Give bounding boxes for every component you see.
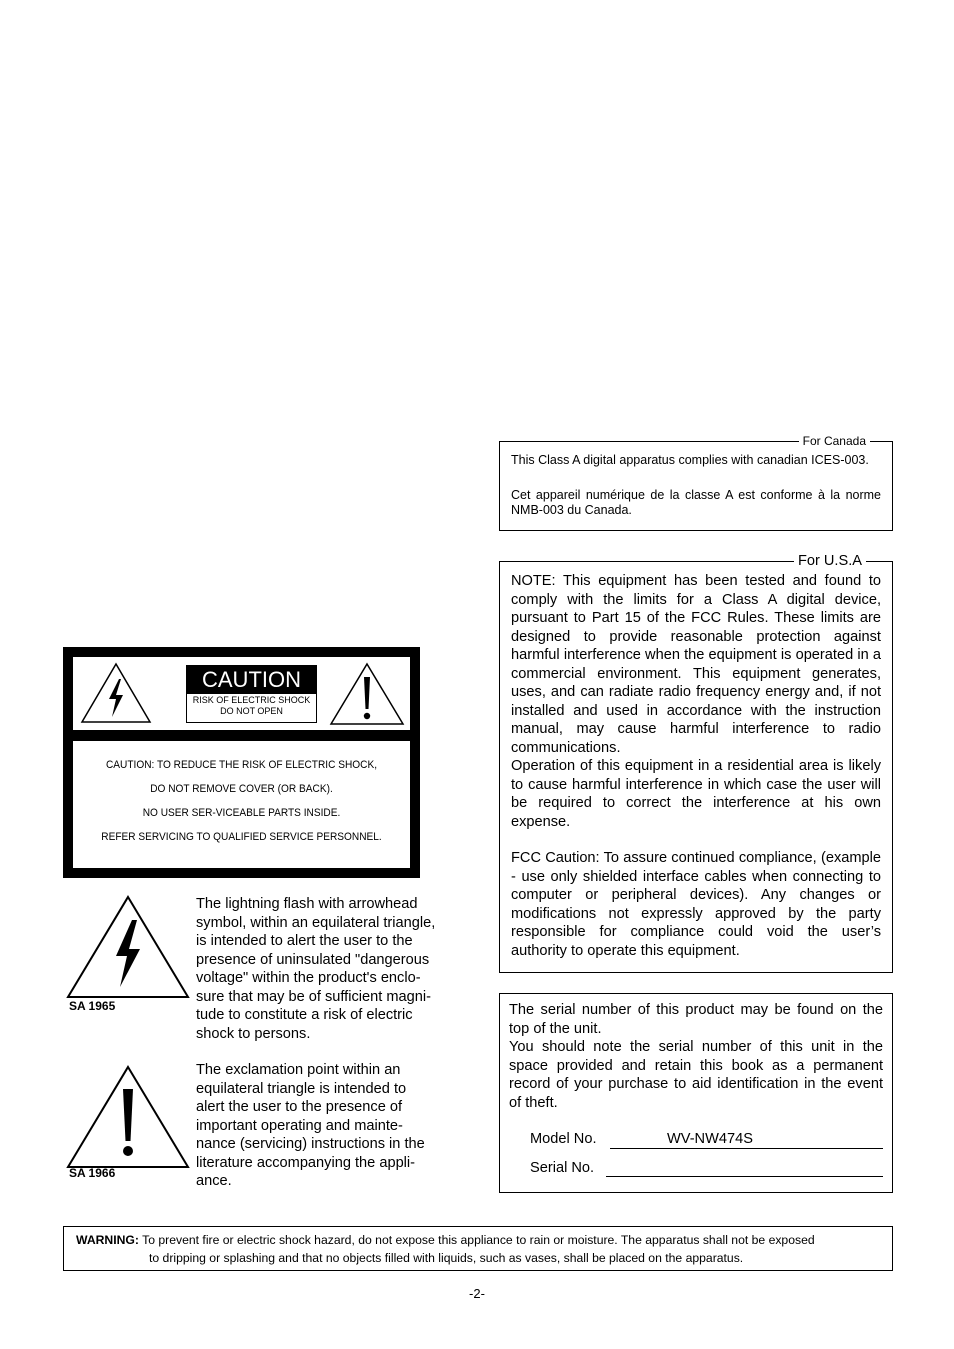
model-number-field[interactable] [610,1130,883,1149]
lightning-symbol-icon [66,895,190,999]
usa-fcc-caution-paragraph: FCC Caution: To assure continued compliance, (example - use only shielded interface cables when connecting to computer or peripheral devices). Any changes or modifications not expressly approved by the party responsible for compliance could void the user’s authority to operate this equipment. [511,850,881,959]
exclamation-desc-line: ance. [196,1173,232,1189]
usa-note-paragraph: NOTE: This equipment has been tested and found to comply with the limits for a Class A digital device, pursuant to Part 15 of the FCC Rules. These limits are designed to provide reasonable protection against harmful interference when the equipment is operated in a commercial environment. This equipment generates, uses, and can radiate radio frequency energy and, if not installed and used in accordance with the instruction manual, may cause harmful interference to radio communications. [511,573,881,756]
usa-fcc-box [499,553,893,973]
page-number: -2- [469,1286,485,1301]
exclamation-desc-line: important operating and mainte- [196,1117,403,1134]
caution-label [63,647,420,878]
warning-box [63,1226,893,1271]
exclamation-desc-line: The exclamation point within an [196,1062,401,1078]
lightning-warning-icon [79,661,153,725]
exclamation-symbol-icon [66,1065,190,1169]
caution-line-1: CAUTION: TO REDUCE THE RISK OF ELECTRIC SHOCK, [105,759,378,771]
model-number-value: WV-NW474S [667,1131,753,1147]
exclamation-desc-line: nance (servicing) instructions in the [196,1136,425,1152]
caution-subtitle-1: RISK OF ELECTRIC SHOCK [192,695,311,705]
usa-legend: For U.S.A [794,553,866,570]
serial-number-label: Serial No. [530,1160,595,1176]
lightning-desc-line: shock to persons. [196,1025,311,1042]
serial-record-paragraph: You should note the serial number of this unit in the space provided and retain this book as a permanent record of your purchase to aid identification in the event of theft. [509,1039,883,1111]
warning-text-1: To prevent fire or electric shock hazard, do not expose this appliance to rain or moisture. The apparatus shall not be exposed [142,1233,815,1247]
canada-compliance-box [499,434,893,531]
caution-line-3: NO USER SER-VICEABLE PARTS INSIDE. [142,807,341,819]
caution-line-4: REFER SERVICING TO QUALIFIED SERVICE PERSONNEL. [101,831,382,843]
sa-1966-label: SA 1966 [69,1166,116,1180]
exclamation-desc-line: equilateral triangle is intended to [196,1080,407,1097]
lightning-desc-line: symbol, within an equilateral triangle, [196,914,436,931]
usa-operation-paragraph: Operation of this equipment in a residential area is likely to cause harmful interference in which case the user will be required to correct the interference at his own expense. [511,758,881,830]
exclamation-desc-line: literature accompanying the appli- [196,1154,416,1171]
caution-subtitle-2: DO NOT OPEN [220,706,283,716]
exclamation-desc-line: alert the user to the presence of [196,1099,403,1115]
lightning-desc-line: voltage" within the product's enclo- [196,970,421,986]
caution-title: CAUTION [187,666,316,694]
sa-1965-label: SA 1965 [69,999,116,1013]
caution-line-2: DO NOT REMOVE COVER (OR BACK). [150,783,333,795]
serial-location-paragraph: The serial number of this product may be found on the top of the unit. [509,1002,883,1037]
lightning-desc-line: The lightning flash with arrowhead [196,896,418,912]
canada-paragraph-1: This Class A digital apparatus complies with canadian ICES-003. [511,453,869,467]
canada-paragraph-2: Cet appareil numérique de la classe A est conforme à la norme NMB-003 du Canada. [511,488,881,517]
warning-line-1 [76,1233,815,1248]
lightning-desc-line: is intended to alert the user to the [196,933,413,949]
serial-number-field[interactable] [606,1158,883,1177]
caution-label-body [73,741,410,868]
caution-label-header [73,657,410,730]
warning-label: WARNING: [76,1233,139,1247]
canada-legend: For Canada [799,434,870,448]
lightning-desc-line: sure that may be of sufficient magni- [196,988,431,1005]
model-number-label: Model No. [530,1131,597,1147]
lightning-symbol-description [196,895,461,1043]
serial-number-box [499,993,893,1193]
warning-text-2: to dripping or splashing and that no objects filled with liquids, such as vases, shall be placed on the apparatus. [149,1251,744,1265]
lightning-desc-line: tude to constitute a risk of electric [196,1007,413,1023]
exclamation-warning-icon [328,661,406,727]
exclamation-symbol-description [196,1061,461,1191]
caution-title-block [186,665,317,723]
lightning-desc-line: presence of uninsulated "dangerous [196,951,430,968]
